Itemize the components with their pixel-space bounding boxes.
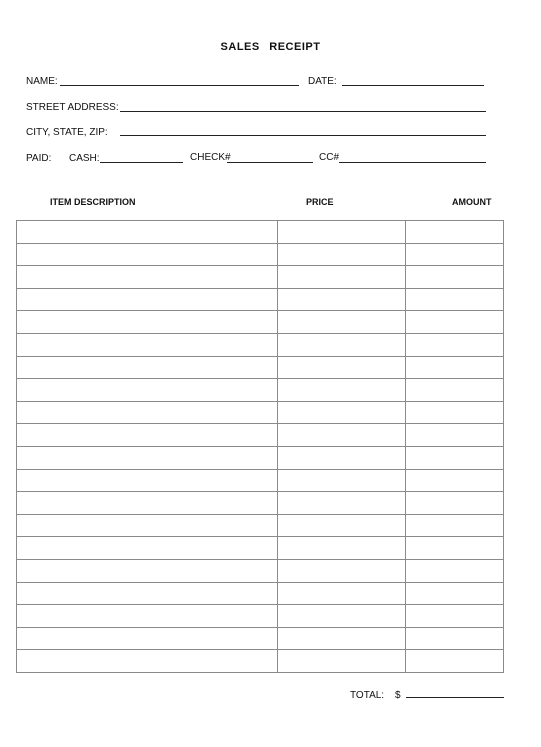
cc-field[interactable] bbox=[339, 162, 486, 163]
price-cell[interactable] bbox=[278, 537, 406, 560]
amount-cell[interactable] bbox=[406, 424, 504, 447]
amount-cell[interactable] bbox=[406, 650, 504, 673]
amount-cell[interactable] bbox=[406, 356, 504, 379]
name-field[interactable] bbox=[60, 85, 299, 86]
amount-cell[interactable] bbox=[406, 266, 504, 289]
item-description-cell[interactable] bbox=[17, 492, 278, 515]
item-description-cell[interactable] bbox=[17, 605, 278, 628]
total-field[interactable] bbox=[406, 697, 504, 698]
amount-cell[interactable] bbox=[406, 446, 504, 469]
item-description-cell[interactable] bbox=[17, 401, 278, 424]
price-cell[interactable] bbox=[278, 379, 406, 402]
cash-label: CASH: bbox=[69, 153, 100, 164]
receipt-title: SALES RECEIPT bbox=[220, 41, 321, 53]
amount-cell[interactable] bbox=[406, 469, 504, 492]
check-label: CHECK# bbox=[190, 152, 231, 163]
price-cell[interactable] bbox=[278, 492, 406, 515]
price-cell[interactable] bbox=[278, 424, 406, 447]
price-cell[interactable] bbox=[278, 356, 406, 379]
item-description-cell[interactable] bbox=[17, 627, 278, 650]
table-row bbox=[17, 605, 504, 628]
price-cell[interactable] bbox=[278, 333, 406, 356]
table-row bbox=[17, 333, 504, 356]
table-row bbox=[17, 424, 504, 447]
item-description-cell[interactable] bbox=[17, 582, 278, 605]
street-address-label: STREET ADDRESS: bbox=[26, 102, 119, 113]
price-cell[interactable] bbox=[278, 469, 406, 492]
item-description-cell[interactable] bbox=[17, 424, 278, 447]
table-row bbox=[17, 627, 504, 650]
table-row bbox=[17, 243, 504, 266]
table-row bbox=[17, 446, 504, 469]
date-label: DATE: bbox=[308, 76, 337, 87]
table-row bbox=[17, 650, 504, 673]
table-row bbox=[17, 537, 504, 560]
price-cell[interactable] bbox=[278, 288, 406, 311]
cc-label: CC# bbox=[319, 152, 340, 163]
check-field[interactable] bbox=[227, 162, 313, 163]
price-cell[interactable] bbox=[278, 266, 406, 289]
amount-cell[interactable] bbox=[406, 582, 504, 605]
city-state-zip-field[interactable] bbox=[120, 135, 486, 136]
cash-field[interactable] bbox=[100, 162, 183, 163]
item-description-cell[interactable] bbox=[17, 288, 278, 311]
table-row bbox=[17, 582, 504, 605]
amount-cell[interactable] bbox=[406, 627, 504, 650]
price-cell[interactable] bbox=[278, 311, 406, 334]
item-description-cell[interactable] bbox=[17, 356, 278, 379]
item-description-cell[interactable] bbox=[17, 469, 278, 492]
item-description-cell[interactable] bbox=[17, 221, 278, 244]
paid-label: PAID: bbox=[26, 153, 52, 164]
table-row bbox=[17, 356, 504, 379]
amount-cell[interactable] bbox=[406, 333, 504, 356]
amount-cell[interactable] bbox=[406, 605, 504, 628]
price-cell[interactable] bbox=[278, 559, 406, 582]
price-cell[interactable] bbox=[278, 650, 406, 673]
table-row bbox=[17, 288, 504, 311]
item-description-cell[interactable] bbox=[17, 333, 278, 356]
amount-cell[interactable] bbox=[406, 537, 504, 560]
table-row bbox=[17, 311, 504, 334]
item-description-cell[interactable] bbox=[17, 650, 278, 673]
amount-cell[interactable] bbox=[406, 243, 504, 266]
item-description-cell[interactable] bbox=[17, 514, 278, 537]
table-row bbox=[17, 469, 504, 492]
table-row bbox=[17, 266, 504, 289]
total-currency: $ bbox=[395, 690, 401, 701]
item-description-cell[interactable] bbox=[17, 537, 278, 560]
city-state-zip-label: CITY, STATE, ZIP: bbox=[26, 127, 108, 138]
date-field[interactable] bbox=[342, 85, 484, 86]
items-table bbox=[16, 220, 504, 673]
price-cell[interactable] bbox=[278, 605, 406, 628]
price-cell[interactable] bbox=[278, 446, 406, 469]
amount-cell[interactable] bbox=[406, 401, 504, 424]
item-description-cell[interactable] bbox=[17, 311, 278, 334]
amount-cell[interactable] bbox=[406, 514, 504, 537]
price-header: PRICE bbox=[306, 197, 334, 207]
item-description-header: ITEM DESCRIPTION bbox=[50, 197, 136, 207]
price-cell[interactable] bbox=[278, 627, 406, 650]
street-address-field[interactable] bbox=[120, 111, 486, 112]
amount-cell[interactable] bbox=[406, 311, 504, 334]
name-label: NAME: bbox=[26, 76, 58, 87]
amount-cell[interactable] bbox=[406, 492, 504, 515]
price-cell[interactable] bbox=[278, 221, 406, 244]
table-row bbox=[17, 559, 504, 582]
amount-header: AMOUNT bbox=[452, 197, 492, 207]
table-row bbox=[17, 379, 504, 402]
amount-cell[interactable] bbox=[406, 379, 504, 402]
item-description-cell[interactable] bbox=[17, 243, 278, 266]
table-row bbox=[17, 514, 504, 537]
table-row bbox=[17, 401, 504, 424]
item-description-cell[interactable] bbox=[17, 559, 278, 582]
table-row bbox=[17, 492, 504, 515]
amount-cell[interactable] bbox=[406, 221, 504, 244]
table-row bbox=[17, 221, 504, 244]
price-cell[interactable] bbox=[278, 243, 406, 266]
item-description-cell[interactable] bbox=[17, 446, 278, 469]
amount-cell[interactable] bbox=[406, 288, 504, 311]
price-cell[interactable] bbox=[278, 401, 406, 424]
price-cell[interactable] bbox=[278, 514, 406, 537]
total-label: TOTAL: bbox=[350, 690, 385, 701]
item-description-cell[interactable] bbox=[17, 379, 278, 402]
item-description-cell[interactable] bbox=[17, 266, 278, 289]
price-cell[interactable] bbox=[278, 582, 406, 605]
amount-cell[interactable] bbox=[406, 559, 504, 582]
